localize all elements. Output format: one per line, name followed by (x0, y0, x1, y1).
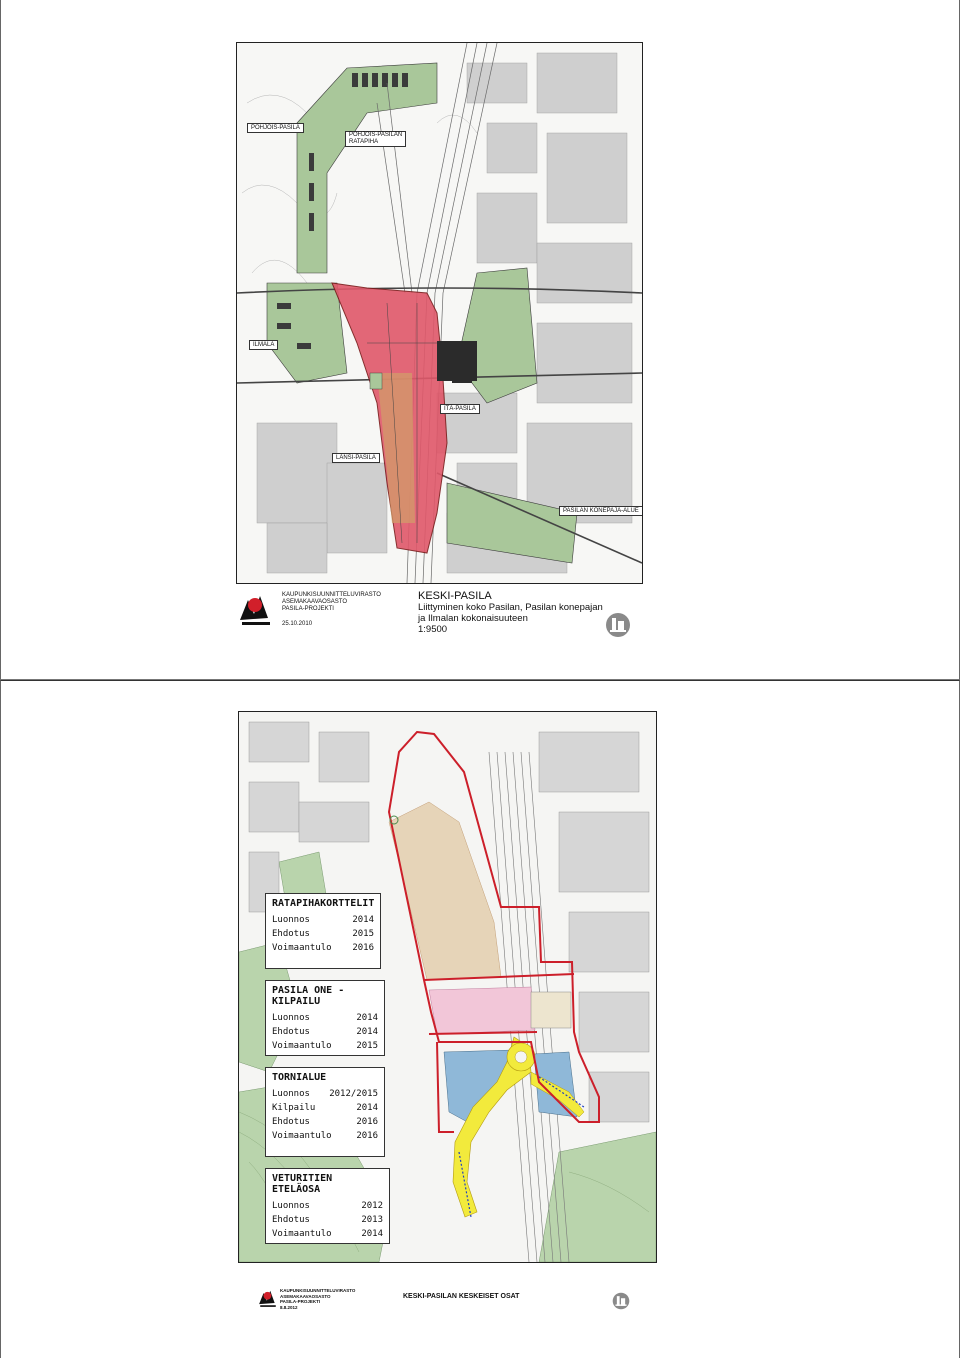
legend-row (272, 1039, 378, 1053)
legend-title: PASILA ONE -KILPAILU (272, 985, 345, 1007)
legend-pasila-one (265, 980, 385, 1056)
label-ratapiha-line2: RATAPIHA (349, 139, 379, 145)
legend-row-label: Luonnos (272, 915, 310, 925)
org-block-2 (280, 1288, 355, 1310)
project-emblem-icon (605, 612, 631, 638)
legend-row-value: 2014 (356, 1027, 378, 1037)
org2-line-3: PASILA-PROJEKTI (280, 1299, 321, 1304)
org2-line-4: 8.8.2012 (280, 1304, 298, 1310)
legend-row (272, 1213, 383, 1227)
legend-tornialue (265, 1067, 385, 1157)
legend-row-value: 2016 (352, 943, 374, 953)
label-pohjois-pasila: POHJOIS-PASILA (247, 123, 304, 133)
legend-ratapihakorttelit (265, 893, 381, 969)
legend-veturitien-etelaosa (265, 1168, 390, 1244)
label-pasilan-konepaja: PASILAN KONEPAJA-ALUE (559, 506, 643, 516)
legend-row-value: 2013 (361, 1215, 383, 1225)
legend-row (272, 1025, 378, 1039)
legend-row (272, 1129, 378, 1143)
legend-row (272, 913, 374, 927)
legend-row-label: Voimaantulo (272, 1229, 332, 1239)
org-line-3: PASILA-PROJEKTI (282, 606, 334, 612)
legend-row-label: Ehdotus (272, 1117, 310, 1127)
legend-title: RATAPIHAKORTTELIT (272, 898, 375, 909)
sheet2-title: KESKI-PASILAN KESKEISET OSAT (403, 1293, 520, 1300)
org2-line-1: KAUPUNKISUUNNITTELUVIRASTO (280, 1288, 356, 1293)
label-ratapiha-line1: POHJOIS-PASILAN (349, 132, 403, 138)
legend-row-value: 2014 (361, 1229, 383, 1239)
overview-map[interactable] (236, 42, 643, 584)
legend-row-value: 2012 (361, 1201, 383, 1211)
sheet-subtitle-line1: Liittyminen koko Pasilan, Pasilan konepajan (418, 602, 603, 613)
legend-row-value: 2012/2015 (329, 1089, 378, 1099)
label-ilmala: ILMALA (249, 340, 278, 350)
legend-row-value: 2016 (356, 1117, 378, 1127)
legend-row (272, 927, 374, 941)
legend-row-label: Kilpailu (272, 1103, 316, 1113)
org2-line-2: ASEMAKAAVAOSASTO (280, 1293, 331, 1299)
city-logo-small-icon (258, 1287, 278, 1309)
legend-row-label: Luonnos (272, 1201, 310, 1211)
legend-row (272, 1227, 383, 1241)
sheet-subtitle-line2: ja Ilmalan kokonaisuuteen (418, 613, 528, 624)
legend-row (272, 1011, 378, 1025)
legend-row (272, 1101, 378, 1115)
label-pohjois-pasilan-ratapiha (345, 131, 406, 147)
legend-row (272, 1199, 383, 1213)
legend-row-value: 2016 (356, 1131, 378, 1141)
legend-row-label: Ehdotus (272, 929, 310, 939)
title-block-1 (418, 590, 618, 636)
legend-row-value: 2014 (356, 1013, 378, 1023)
drawing-date: 25.10.2010 (282, 621, 313, 627)
legend-row-label: Luonnos (272, 1089, 310, 1099)
city-logo-icon (238, 590, 274, 628)
org-line-2: ASEMAKAAVAOSASTO (282, 599, 348, 605)
legend-title: TORNIALUE (272, 1072, 327, 1083)
legend-row-label: Voimaantulo (272, 1131, 332, 1141)
project-emblem-small-icon (612, 1292, 630, 1310)
legend-row-value: 2015 (352, 929, 374, 939)
legend-row-label: Luonnos (272, 1013, 310, 1023)
legend-row-label: Voimaantulo (272, 1041, 332, 1051)
org-line-1: KAUPUNKISUUNNITTELUVIRASTO (282, 592, 381, 598)
label-ita-pasila: ITÄ-PASILA (440, 404, 480, 414)
label-lansi-pasila: LÄNSI-PASILA (332, 453, 380, 463)
legend-row-value: 2014 (356, 1103, 378, 1113)
legend-row (272, 941, 374, 955)
org-block-1 (282, 592, 381, 613)
legend-row-value: 2014 (352, 915, 374, 925)
legend-row-value: 2015 (356, 1041, 378, 1051)
legend-row (272, 1115, 378, 1129)
sheet-scale: 1:9500 (418, 624, 448, 635)
legend-row-label: Ehdotus (272, 1027, 310, 1037)
legend-row-label: Voimaantulo (272, 943, 332, 953)
legend-title: VETURITIEN ETELÄOSA (272, 1173, 333, 1195)
legend-row-label: Ehdotus (272, 1215, 310, 1225)
sheet-title: KESKI-PASILA (418, 590, 492, 602)
legend-row (272, 1087, 378, 1101)
